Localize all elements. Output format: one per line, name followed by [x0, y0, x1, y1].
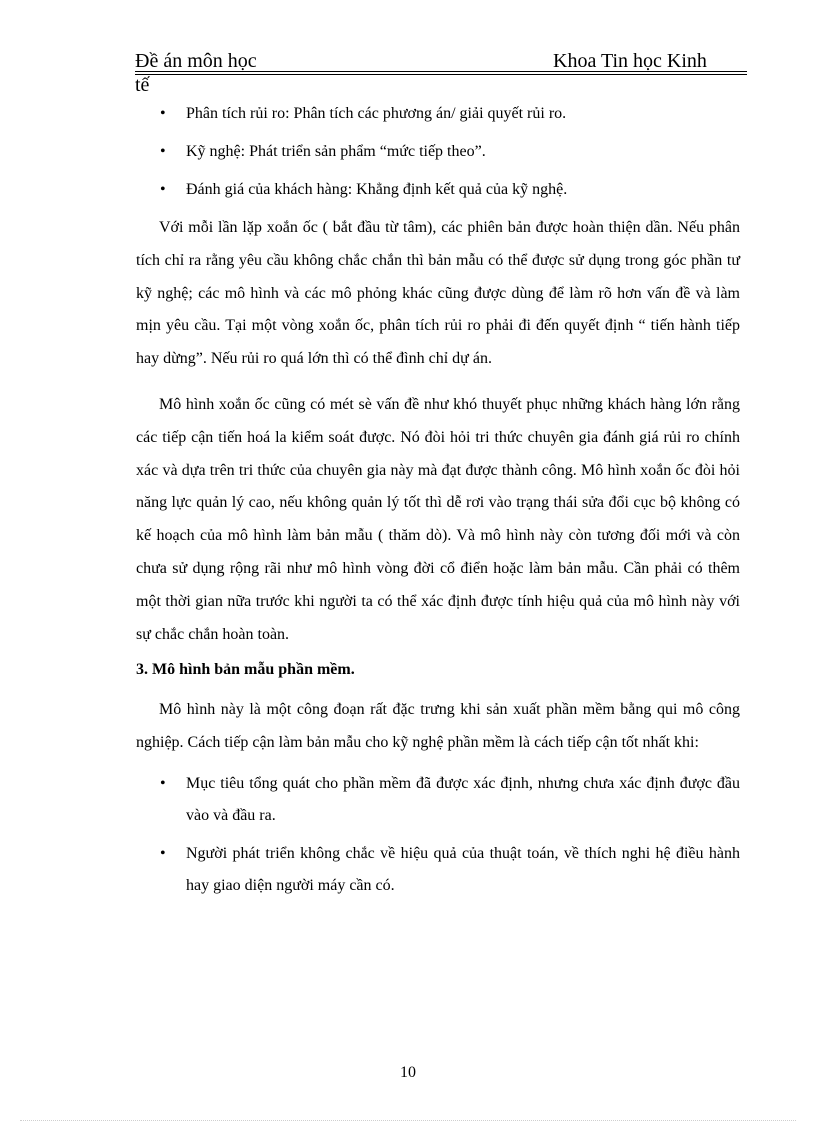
list-item: • Kỹ nghệ: Phát triển sản phẩm “mức tiếp theo”.	[136, 136, 740, 168]
list-item: • Phân tích rủi ro: Phân tích các phương án/ giải quyết rủi ro.	[136, 98, 740, 130]
header-faculty: Khoa Tin học Kinh	[553, 50, 707, 72]
page-number: 10	[400, 1064, 416, 1081]
header-faculty-continuation: tế	[135, 74, 150, 96]
prototype-conditions-list	[136, 768, 740, 902]
header-course-title: Đề án môn học	[135, 50, 257, 72]
document-body	[136, 98, 740, 908]
page-bottom-divider	[20, 1120, 796, 1121]
paragraph: Với mỗi lần lặp xoắn ốc ( bắt đầu từ tâm), các phiên bản được hoàn thiện dần. Nếu phân tích chỉ ra rằng yêu cầu không chắc chắn thì bản mẫu có thể được sử dụng trong góc phần tư kỹ nghệ; các mô hình và các mô phỏng khác cũng được dùng để làm rõ hơn vấn đề và làm mịn yêu cầu. Tại một vòng xoắn ốc, phân tích rủi ro phải đi đến quyết định “ tiến hành tiếp hay dừng”. Nếu rủi ro quá lớn thì có thể đình chỉ dự án.	[136, 219, 740, 368]
paragraph: Mô hình này là một công đoạn rất đặc trưng khi sản xuất phần mềm bằng qui mô công nghiệp. Cách tiếp cận làm bản mẫu cho kỹ nghệ phần mềm là cách tiếp cận tốt nhất khi:	[136, 701, 740, 752]
list-item: • Đánh giá của khách hàng: Khẳng định kết quả của kỹ nghệ.	[136, 174, 740, 206]
section-heading: 3. Mô hình bản mẫu phần mềm.	[136, 661, 355, 679]
list-item: • Mục tiêu tổng quát cho phần mềm đã được xác định, nhưng chưa xác định được đầu vào và đầu ra.	[136, 768, 740, 832]
spiral-phase-list	[136, 98, 740, 206]
header-rule-top	[135, 71, 747, 72]
header-rule-bottom	[135, 74, 747, 75]
list-item: • Người phát triển không chắc về hiệu quả của thuật toán, về thích nghi hệ điều hành hay giao diện người máy cần có.	[136, 838, 740, 902]
paragraph: Mô hình xoắn ốc cũng có mét sè vấn đề như khó thuyết phục những khách hàng lớn rằng các tiếp cận tiến hoá la kiểm soát được. Nó đòi hỏi tri thức chuyên gia đánh giá rủi ro chính xác và dựa trên tri thức của chuyên gia này mà đạt được thành công. Mô hình xoắn ốc đòi hỏi năng lực quản lý cao, nếu không quản lý tốt thì dễ rơi vào trạng thái sửa đổi cục bộ không có kế hoạch của mô hình làm bản mẫu ( thăm dò). Và mô hình này còn tương đối mới và còn chưa sử dụng rộng rãi như mô hình vòng đời cổ điển hoặc làm bản mẫu. Cần phải có thêm một thời gian nữa trước khi người ta có thể xác định được tính hiệu quả của mô hình này với sự chắc chắn hoàn toàn.	[136, 395, 740, 643]
